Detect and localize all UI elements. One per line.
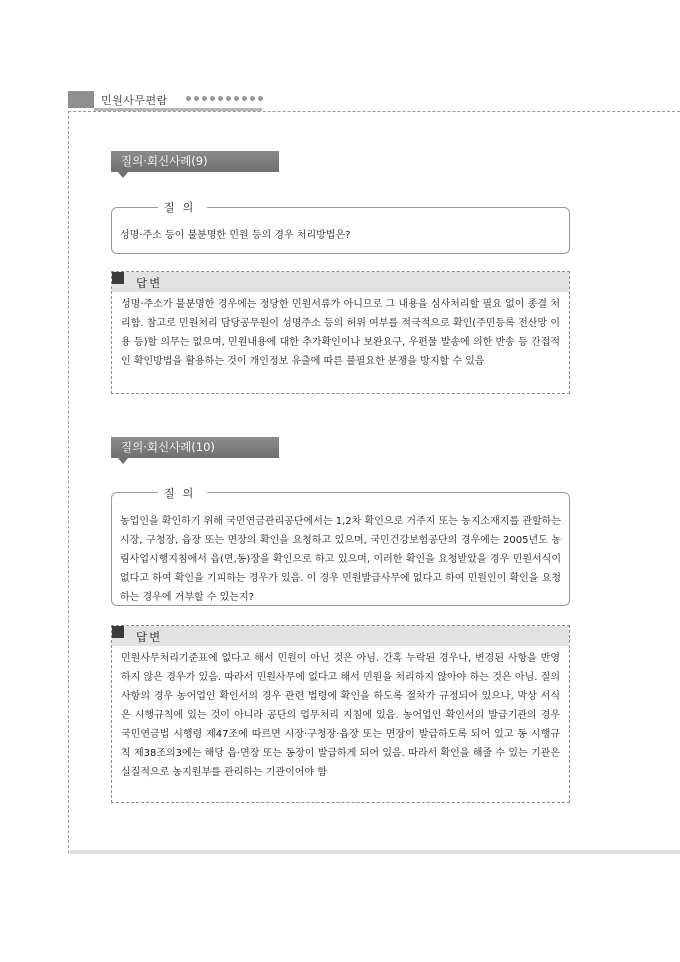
header-dots bbox=[186, 96, 263, 101]
question-box bbox=[111, 492, 570, 606]
question-label: 질의 bbox=[158, 199, 207, 215]
answer-marker bbox=[112, 272, 124, 284]
question-text: 농업인을 확인하기 위해 국민연금관리공단에서는 1,2차 확인으로 거주지 또는 농지소재지를 관할하는 시장, 구청장, 읍장 또는 면장의 확인을 요청하고 있으며, 국민건강보험공단의 경우에는 2005년도 농림사업시행지침에서 읍(면,동)장을 확인으로 하고 있으며, 이러한 확인을 요청받았을 경우 민원서식이 없다고 하여 확인을 기피하는 경우가 있음. 이 경우 민원발급사무에 없다고 하여 민원인이 확인을 요청하는 경우에 거부할 수 있는지? bbox=[120, 516, 561, 603]
case-banner: 질의·회신사례(9) bbox=[111, 151, 279, 172]
answer-text: 민원사무처리기준표에 없다고 해서 민원이 아닌 것은 아님. 간혹 누락된 경우나, 변경된 사항을 반영하지 않은 경우가 있음. 따라서 민원사무에 없다고 해서 민원을 처리하지 않아야 하는 것은 아님. 질의사항의 경우 농어업인 확인서의 경우 관련 법령에 확인을 하도록 절차가 규정되어 있으나, 막상 서식은 시행규칙에 있는 것이 아니라 공단의 업무처리 지침에 있음. 농어업인 확인서의 발급기관의 경우 국민연금법 시행령 제47조에 따르면 시장·구청장·읍장 또는 면장이 발급하도록 되어 있고 동 시행규칙 제38조의3에는 해당 읍·면장 또는 동장이 발급하게 되어 있음. 따라서 확인을 해줄 수 있는 기관은 실질적으로 농지원부를 관리하는 기관이어야 함 bbox=[121, 653, 560, 778]
answer-header bbox=[112, 272, 569, 292]
answer-box bbox=[111, 625, 570, 803]
page-frame-top bbox=[68, 111, 680, 112]
header-title: 민원사무편람 bbox=[101, 94, 168, 107]
banner-tip bbox=[118, 172, 128, 178]
question-label: 질의 bbox=[158, 485, 207, 501]
answer-label: 답변 bbox=[136, 630, 163, 644]
answer-header bbox=[112, 626, 569, 646]
answer-label: 답변 bbox=[136, 276, 163, 290]
header-block bbox=[68, 91, 94, 108]
answer-text: 성명·주소가 불분명한 경우에는 정당한 민원서류가 아니므로 그 내용을 심사처리할 필요 없이 종결 처리함. 참고로 민원처리 담당공무원이 성명주소 등의 허위 여부를 적극적으로 확인(주민등록 전산망 이용 등)할 의무는 없으며, 민원내용에 대한 추가확인이나 보완요구, 우편물 발송에 의한 반송 등 간접적인 확인방법을 활용하는 것이 개인정보 유출에 따른 불필요한 분쟁을 방지할 수 있음 bbox=[121, 299, 560, 367]
page-frame-left bbox=[68, 111, 69, 853]
answer-box bbox=[111, 271, 570, 394]
question-text: 성명·주소 등이 불분명한 민원 등의 경우 처리방법은? bbox=[120, 230, 351, 241]
page-frame-bottom bbox=[70, 850, 680, 854]
banner-tip bbox=[118, 458, 128, 464]
case-banner: 질의·회신사례(10) bbox=[111, 437, 279, 458]
answer-marker bbox=[112, 626, 124, 638]
